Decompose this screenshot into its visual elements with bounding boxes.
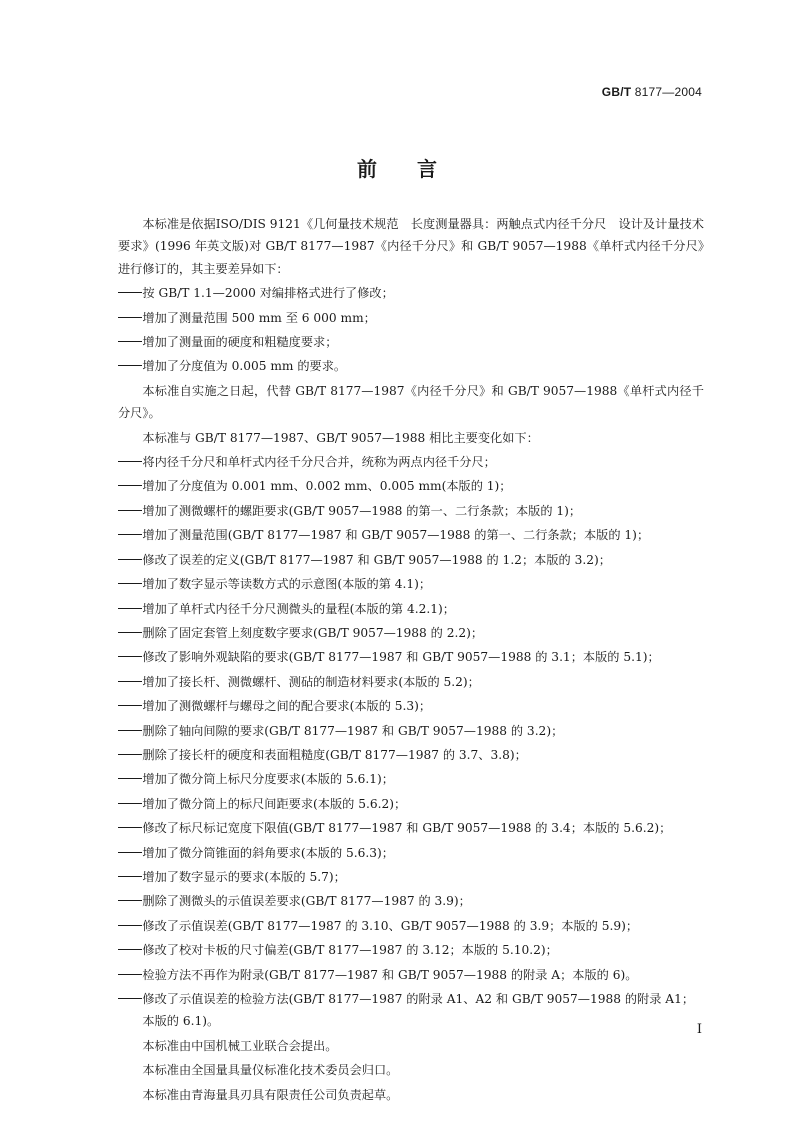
dash-mark [118,608,142,609]
dash-mark [118,341,142,342]
list-item: 修改了示值误差(GB/T 8177—1987 的 3.10、GB/T 9057—1988 的 3.9；本版的 5.9)； [118,915,704,937]
dash-mark [118,485,142,486]
list-item: 增加了测量范围 500 mm 至 6 000 mm； [118,307,704,329]
dash-mark [118,900,142,901]
list-item: 增加了分度值为 0.001 mm、0.002 mm、0.005 mm(本版的 1)； [118,475,704,497]
list-item: 检验方法不再作为附录(GB/T 8177—1987 和 GB/T 9057—1988 的附录 A；本版的 6)。 [118,964,704,986]
list-item: 增加了分度值为 0.005 mm 的要求。 [118,355,704,377]
list-item: 删除了轴向间隙的要求(GB/T 8177—1987 和 GB/T 9057—1988 的 3.2)； [118,720,704,742]
page-number: I [696,1022,702,1037]
list-item: 增加了测微螺杆与螺母之间的配合要求(本版的 5.3)； [118,695,704,717]
dash-mark [118,705,142,706]
dash-mark [118,803,142,804]
paragraph-replaces: 本标准自实施之日起，代替 GB/T 8177—1987《内径千分尺》和 GB/T 9057—1988《单杆式内径千分尺》。 [118,383,704,421]
list-item: 增加了接长杆、测微螺杆、测砧的制造材料要求(本版的 5.2)； [118,671,704,693]
list-item: 增加了测量范围(GB/T 8177—1987 和 GB/T 9057—1988 的第一、二行条款；本版的 1)； [118,524,704,546]
list-item: 修改了影响外观缺陷的要求(GB/T 8177—1987 和 GB/T 9057—1988 的 3.1；本版的 5.1)； [118,646,704,668]
dash-mark [118,974,142,975]
dash-mark [118,534,142,535]
dash-mark [118,632,142,633]
list-item: 增加了数字显示等读数方式的示意图(本版的第 4.1)； [118,573,704,595]
list-item: 删除了测微头的示值误差要求(GB/T 8177—1987 的 3.9)； [118,890,704,912]
list-item: 修改了校对卡板的尺寸偏差(GB/T 8177—1987 的 3.12；本版的 5.10.2)； [118,939,704,961]
dash-mark [118,583,142,584]
list-item: 将内径千分尺和单杆式内径千分尺合并，统称为两点内径千分尺； [118,451,704,473]
dash-mark [118,730,142,731]
dash-mark [118,656,142,657]
dash-mark [118,365,142,366]
dash-mark [118,876,142,877]
paragraph-proposer: 本标准由中国机械工业联合会提出。 [142,1038,338,1053]
standard-code [602,85,702,99]
dash-mark [118,317,142,318]
dash-mark [118,949,142,950]
list-item: 增加了微分筒上标尺分度要求(本版的 5.6.1)； [118,768,704,790]
list-item: 增加了微分筒上的标尺间距要求(本版的 5.6.2)； [118,793,704,815]
list-item: 增加了单杆式内径千分尺测微头的量程(本版的第 4.2.1)； [118,598,704,620]
list-item: 增加了测微螺杆的螺距要求(GB/T 9057—1988 的第一、二行条款；本版的 1)； [118,500,704,522]
list-item: 修改了示值误差的检验方法(GB/T 8177—1987 的附录 A1、A2 和 GB/T 9057—1988 的附录 A1；本版的 6.1)。 [118,988,704,1033]
dash-mark [118,559,142,560]
paragraph-basis: 本标准是依据ISO/DIS 9121《几何量技术规范 长度测量器具：两触点式内径千分尺 设计及计量技术要求》(1996 年英文版)对 GB/T 8177—1987《内径千分尺》和 GB/T 9057—1988《单杆式内径千分尺》进行修订的，其主要差异如下： [118,217,704,276]
dash-mark [118,754,142,755]
list-item: 删除了固定套管上刻度数字要求(GB/T 9057—1988 的 2.2)； [118,622,704,644]
dash-mark [118,461,142,462]
foreword-body [118,213,704,1108]
list-item: 增加了测量面的硬度和粗糙度要求； [118,331,704,353]
list-item: 按 GB/T 1.1—2000 对编排格式进行了修改； [118,282,704,304]
paragraph-committee: 本标准由全国量具量仪标准化技术委员会归口。 [142,1063,399,1078]
dash-mark [118,510,142,511]
dash-mark [118,998,142,999]
list-item: 修改了标尺标记宽度下限值(GB/T 8177—1987 和 GB/T 9057—1988 的 3.4；本版的 5.6.2)； [118,817,704,839]
standard-code-prefix: GB/T [601,85,632,99]
list-item: 修改了误差的定义(GB/T 8177—1987 和 GB/T 9057—1988 的 1.2；本版的 3.2)； [118,549,704,571]
dash-mark [118,681,142,682]
list-item: 增加了数字显示的要求(本版的 5.7)； [118,866,704,888]
list-item: 删除了接长杆的硬度和表面粗糙度(GB/T 8177—1987 的 3.7、3.8)； [118,744,704,766]
dash-mark [118,827,142,828]
dash-mark [118,778,142,779]
changes-list [118,451,704,1033]
dash-mark [118,925,142,926]
dash-mark [118,852,142,853]
list-item: 增加了微分筒锥面的斜角要求(本版的 5.6.3)； [118,842,704,864]
paragraph-drafter: 本标准由青海量具刃具有限责任公司负责起草。 [142,1087,399,1102]
dash-mark [118,292,142,293]
standard-code-number: 8177—2004 [631,85,702,99]
paragraph-changes-intro: 本标准与 GB/T 8177—1987、GB/T 9057—1988 相比主要变化如下： [142,430,539,445]
differences-list [118,282,704,378]
page-title: 前 言 [357,157,437,181]
